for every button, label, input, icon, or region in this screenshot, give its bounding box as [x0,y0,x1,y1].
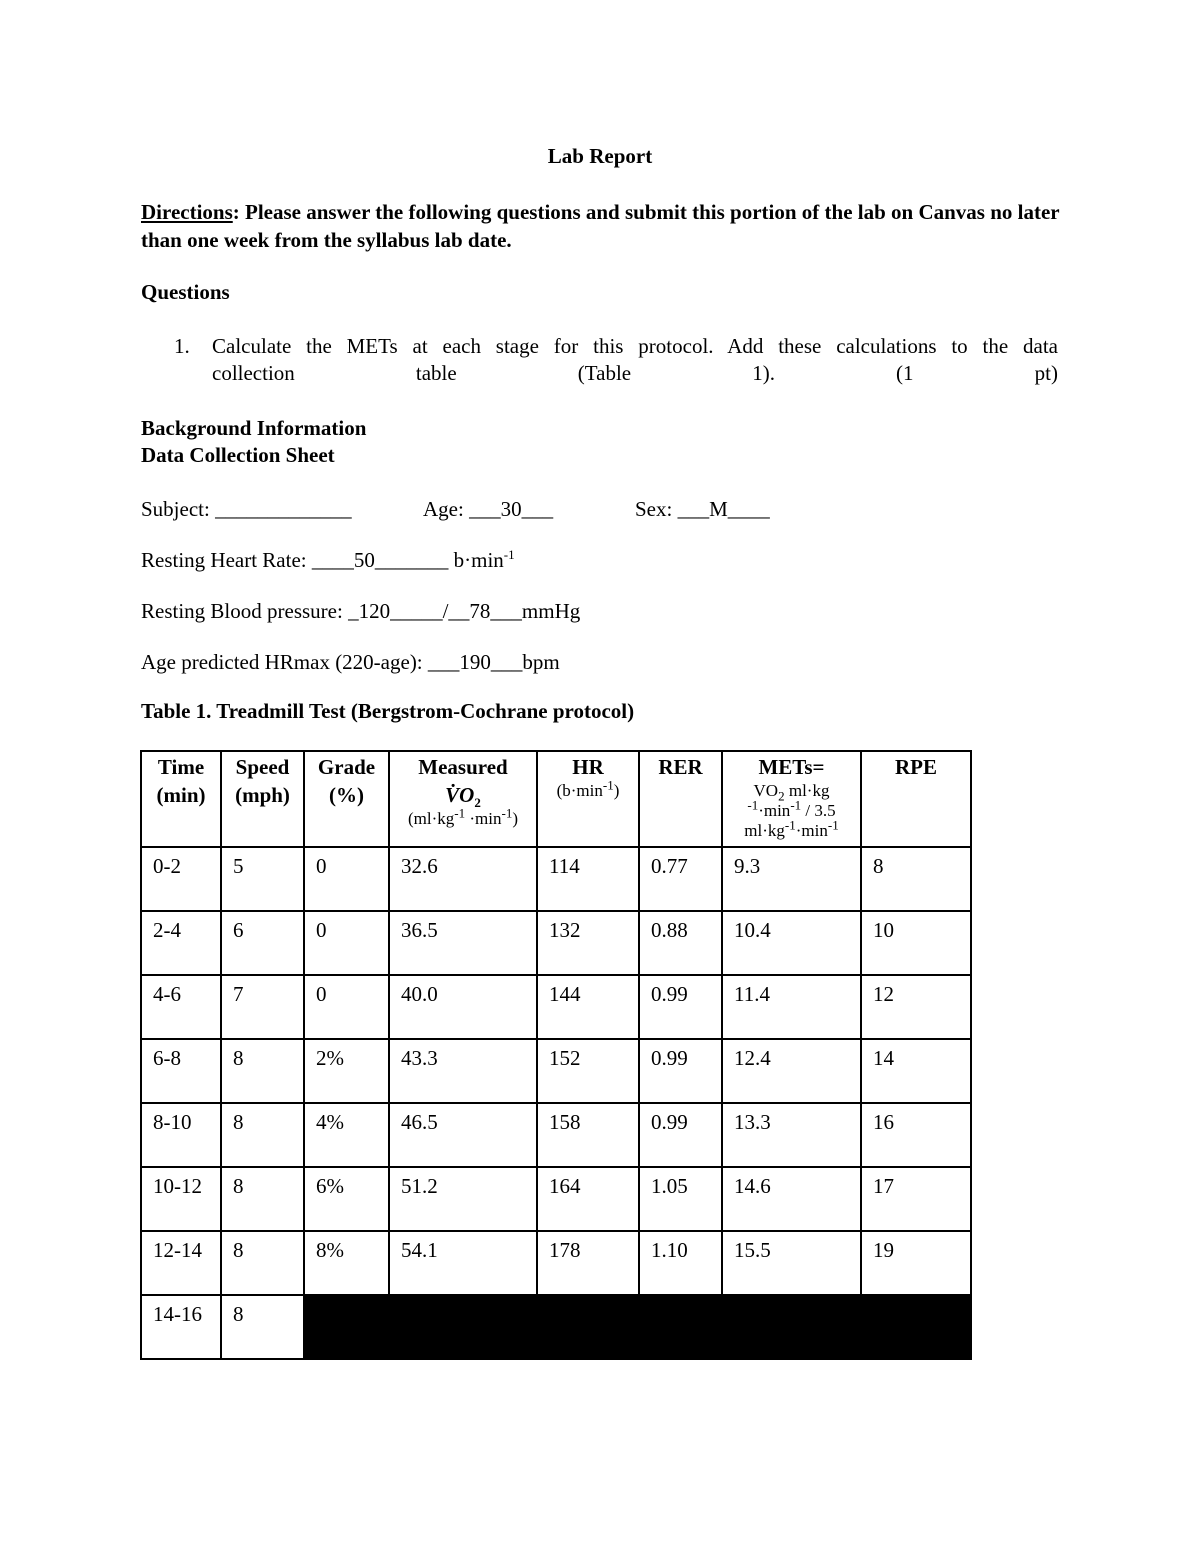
table-cell: 1.05 [639,1167,722,1231]
table-caption: Table 1. Treadmill Test (Bergstrom-Cochrane protocol) [141,699,635,723]
table-cell: 4% [304,1103,389,1167]
question-word: collection [212,361,295,385]
table-cell: 12-14 [141,1231,221,1295]
table-cell: 164 [537,1167,639,1231]
table-cell: 9.3 [722,847,861,911]
question-word: table [415,361,457,385]
question-text-line2 [212,361,1058,386]
table-cell: 2-4 [141,911,221,975]
table-cell: 46.5 [389,1103,537,1167]
table-cell: 32.6 [389,847,537,911]
table-cell: 4-6 [141,975,221,1039]
question-text-line1: Calculate the METs at each stage for this protocol. Add these calculations to the data [212,334,1058,358]
table-row [141,847,971,911]
subject-label: Subject: [141,497,216,521]
table-cell: 0 [304,975,389,1039]
table-row [141,1167,971,1231]
hrmax-value: ___190___ [427,650,523,674]
age-field [423,497,553,522]
table-cell: 158 [537,1103,639,1167]
table-cell: 0.88 [639,911,722,975]
hrmax-label: Age predicted HRmax (220-age): [141,650,428,674]
table-cell: 8 [221,1103,304,1167]
table-cell: 36.5 [389,911,537,975]
table-row [141,1039,971,1103]
table-cell: 13.3 [722,1103,861,1167]
subject-field [141,497,352,522]
hrmax-field [141,650,560,675]
age-label: Age: [423,497,470,521]
question-word: pt) [1034,361,1058,385]
table-cell: 14.6 [722,1167,861,1231]
header-grade: Grade (%) [304,751,389,847]
page-title: Lab Report [547,144,653,168]
table-cell: 8 [221,1231,304,1295]
header-speed: Speed (mph) [221,751,304,847]
table-cell: 7 [221,975,304,1039]
table-cell: 11.4 [722,975,861,1039]
table-cell: 1.10 [639,1231,722,1295]
table-cell: 8 [861,847,971,911]
question-number: 1. [174,334,190,358]
rhr-unit-sup: -1 [503,547,515,562]
table-cell: 10 [861,911,971,975]
table-cell: 144 [537,975,639,1039]
table-cell: 10-12 [141,1167,221,1231]
treadmill-data-table [140,750,972,1360]
table-cell: 43.3 [389,1039,537,1103]
table-cell: 6-8 [141,1039,221,1103]
rbp-label: Resting Blood pressure: [141,599,349,623]
table-cell: 8-10 [141,1103,221,1167]
resting-blood-pressure-field [141,599,580,624]
table-cell: 152 [537,1039,639,1103]
directions-label: Directions [141,200,233,224]
table-cell: 54.1 [389,1231,537,1295]
question-word: (1 [896,361,914,385]
directions-text: : Please answer the following questions and submit this portion of the lab on Canvas no later than one week from the syllabus lab date. [141,200,1060,252]
table-cell: 0.99 [639,975,722,1039]
table-cell: 8 [221,1167,304,1231]
table-cell: 0 [304,847,389,911]
table-cell: 16 [861,1103,971,1167]
age-value: ___30___ [469,497,554,521]
resting-heart-rate-field [141,548,515,573]
directions-paragraph [141,198,1071,254]
table-cell: 132 [537,911,639,975]
sex-label: Sex: [635,497,678,521]
table-cell: 0.99 [639,1103,722,1167]
table-cell: 12.4 [722,1039,861,1103]
table-cell: 14 [861,1039,971,1103]
rhr-label: Resting Heart Rate: [141,548,312,572]
header-rpe: RPE [861,751,971,847]
table-cell: 6% [304,1167,389,1231]
table-cell: 40.0 [389,975,537,1039]
header-rer: RER [639,751,722,847]
table-row [141,911,971,975]
rhr-unit: b·min [453,548,504,572]
sex-field [635,497,770,522]
table-cell: 12 [861,975,971,1039]
table-cell: 14-16 [141,1295,221,1359]
rbp-value: _120_____/__78___ [348,599,522,623]
header-time: Time (min) [141,751,221,847]
table-cell: 8 [221,1295,304,1359]
rhr-value: ____50_______ [311,548,454,572]
header-mets: METs= $VO_2$ ml·kg $^{-1}\cdot\min^{-1} / 3.5$ $ml\cdot kg^{-1}\cdot\min^{-1}$ [722,751,861,847]
table-cell: 2% [304,1039,389,1103]
subject-value: _____________ [215,497,352,521]
table-cell: 178 [537,1231,639,1295]
header-vo2: Measured $V̇O_2$ $(ml\cdot kg^{-1} \cdot\min^{-1})$ [389,751,537,847]
table-cell: 0.77 [639,847,722,911]
table-cell: 114 [537,847,639,911]
table-cell: 15.5 [722,1231,861,1295]
table-row [141,1103,971,1167]
header-hr: HR $(b\cdot\min^{-1})$ [537,751,639,847]
blacked-out-cell [304,1295,971,1359]
table-cell: 0 [304,911,389,975]
table-cell: 8 [221,1039,304,1103]
table-header-row [141,751,971,847]
table-cell: 8% [304,1231,389,1295]
table-cell: 0.99 [639,1039,722,1103]
table-row [141,1231,971,1295]
questions-heading: Questions [141,280,230,304]
table-cell: 5 [221,847,304,911]
table-cell: 19 [861,1231,971,1295]
table-cell: 0-2 [141,847,221,911]
background-heading: Background Information [141,416,367,440]
table-cell: 6 [221,911,304,975]
table-cell: 17 [861,1167,971,1231]
sex-value: ___M____ [677,497,770,521]
table-cell: 10.4 [722,911,861,975]
hrmax-unit: bpm [522,650,560,674]
table-cell: 51.2 [389,1167,537,1231]
table-row-last [141,1295,971,1359]
table-row [141,975,971,1039]
data-sheet-heading: Data Collection Sheet [141,443,335,467]
question-word: 1). [752,361,775,385]
question-word: (Table [577,361,632,385]
rbp-unit: mmHg [521,599,581,623]
